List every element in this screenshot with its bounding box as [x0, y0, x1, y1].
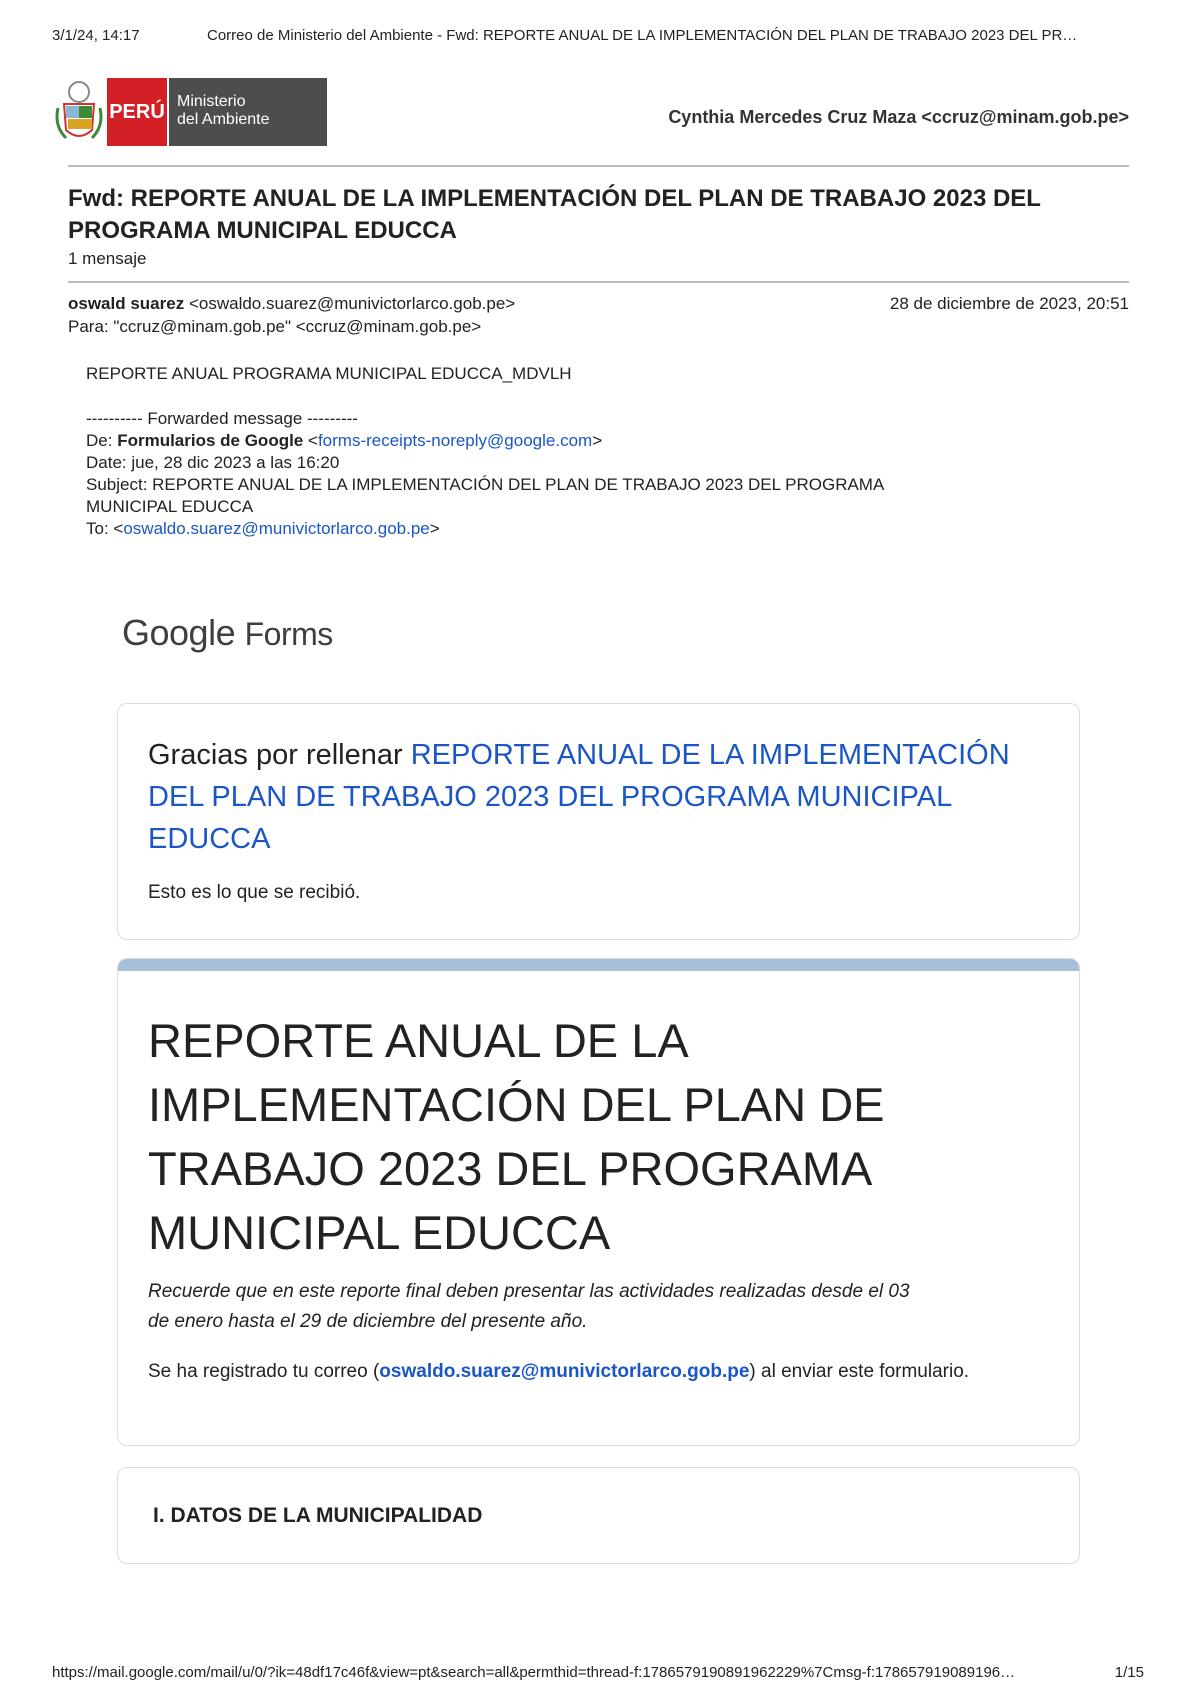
form-header-card	[117, 958, 1080, 1446]
print-header	[52, 27, 1152, 47]
google-forms-logo	[122, 612, 333, 654]
form-description: Recuerde que en este reporte final deben presentar las actividades realizadas desde el 03 de enero hasta el 29 de diciembre del presente año.	[148, 1281, 910, 1332]
coat-of-arms-icon	[54, 78, 104, 148]
forwarded-block	[86, 408, 884, 540]
form-title: REPORTE ANUAL DE LA IMPLEMENTACIÓN DEL PLAN DE TRABAJO 2023 DEL PROGRAMA MUNICIPAL EDUCCA	[148, 1014, 885, 1259]
ministry-label	[169, 78, 327, 146]
forwarded-to: To: <oswaldo.suarez@munivictorlarco.gob.pe>	[86, 519, 440, 538]
sent-date: 28 de diciembre de 2023, 20:51	[889, 294, 1129, 313]
forwarded-subject-1: Subject: REPORTE ANUAL DE LA IMPLEMENTACIÓN DEL PLAN DE TRABAJO 2023 DEL PROGRAMA	[86, 475, 885, 494]
forms-wordmark: Forms	[244, 616, 333, 652]
peru-label: PERÚ	[107, 78, 167, 146]
forwarded-from: De: Formularios de Google <forms-receipts-noreply@google.com>	[86, 431, 603, 450]
section-title: I. DATOS DE LA MUNICIPALIDAD	[153, 1504, 483, 1527]
print-date: 3/1/24, 14:17	[52, 27, 140, 44]
divider-top	[68, 165, 1129, 167]
ministry-line-1: Ministerio	[177, 93, 246, 110]
confirmation-card	[117, 703, 1080, 940]
sender-name: oswald suarez	[68, 294, 185, 313]
recipient-line: Para: "ccruz@minam.gob.pe" <ccruz@minam.gob.pe>	[68, 317, 482, 336]
thanks-message	[148, 734, 1048, 860]
message-intro: REPORTE ANUAL PROGRAMA MUNICIPAL EDUCCA_MDVLH	[86, 364, 572, 383]
minam-logo	[54, 78, 274, 148]
sender-line	[68, 294, 515, 314]
form-accent-bar	[118, 959, 1079, 971]
forwarded-date: Date: jue, 28 dic 2023 a las 16:20	[86, 453, 340, 472]
forwarded-from-email-link[interactable]: forms-receipts-noreply@google.com	[317, 431, 593, 450]
divider-message	[68, 281, 1129, 283]
print-url: https://mail.google.com/mail/u/0/?ik=48df17c46f&view=pt&search=all&permthid=thread-f:1786579190891962229%7Cmsg-f:178657919089196…	[52, 1664, 1016, 1681]
page-number: 1/15	[1114, 1664, 1144, 1681]
sender-email: <oswaldo.suarez@munivictorlarco.gob.pe>	[188, 294, 516, 313]
forwarded-subject-2: MUNICIPAL EDUCCA	[86, 497, 254, 516]
account-name: Cynthia Mercedes Cruz Maza <ccruz@minam.gob.pe>	[668, 107, 1129, 127]
google-wordmark: Google	[122, 612, 236, 653]
received-note: Esto es lo que se recibió.	[148, 882, 361, 903]
forwarded-to-email-link[interactable]: oswaldo.suarez@munivictorlarco.gob.pe	[123, 519, 430, 538]
ministry-line-2: del Ambiente	[177, 111, 270, 128]
message-count: 1 mensaje	[68, 249, 147, 268]
print-title: Correo de Ministerio del Ambiente - Fwd: REPORTE ANUAL DE LA IMPLEMENTACIÓN DEL PLAN DE TRABAJO 2023 DEL PR…	[207, 27, 1078, 44]
section-card	[117, 1467, 1080, 1564]
registered-email-note: Se ha registrado tu correo (oswaldo.suarez@munivictorlarco.gob.pe) al enviar este formulario.	[148, 1361, 970, 1382]
registered-email-link[interactable]: oswaldo.suarez@munivictorlarco.gob.pe	[379, 1361, 750, 1382]
forwarded-from-name: Formularios de Google	[117, 431, 304, 450]
thread-subject: Fwd: REPORTE ANUAL DE LA IMPLEMENTACIÓN DEL PLAN DE TRABAJO 2023 DEL PROGRAMA MUNICIPAL EDUCCA	[68, 185, 1041, 244]
form-link[interactable]: REPORTE ANUAL DE LA IMPLEMENTACIÓN DEL PLAN DE TRABAJO 2023 DEL PROGRAMA MUNICIPAL EDUCCA	[148, 739, 1010, 855]
forwarded-header: ---------- Forwarded message ---------	[86, 409, 358, 428]
thanks-prefix: Gracias por rellenar	[148, 739, 411, 771]
